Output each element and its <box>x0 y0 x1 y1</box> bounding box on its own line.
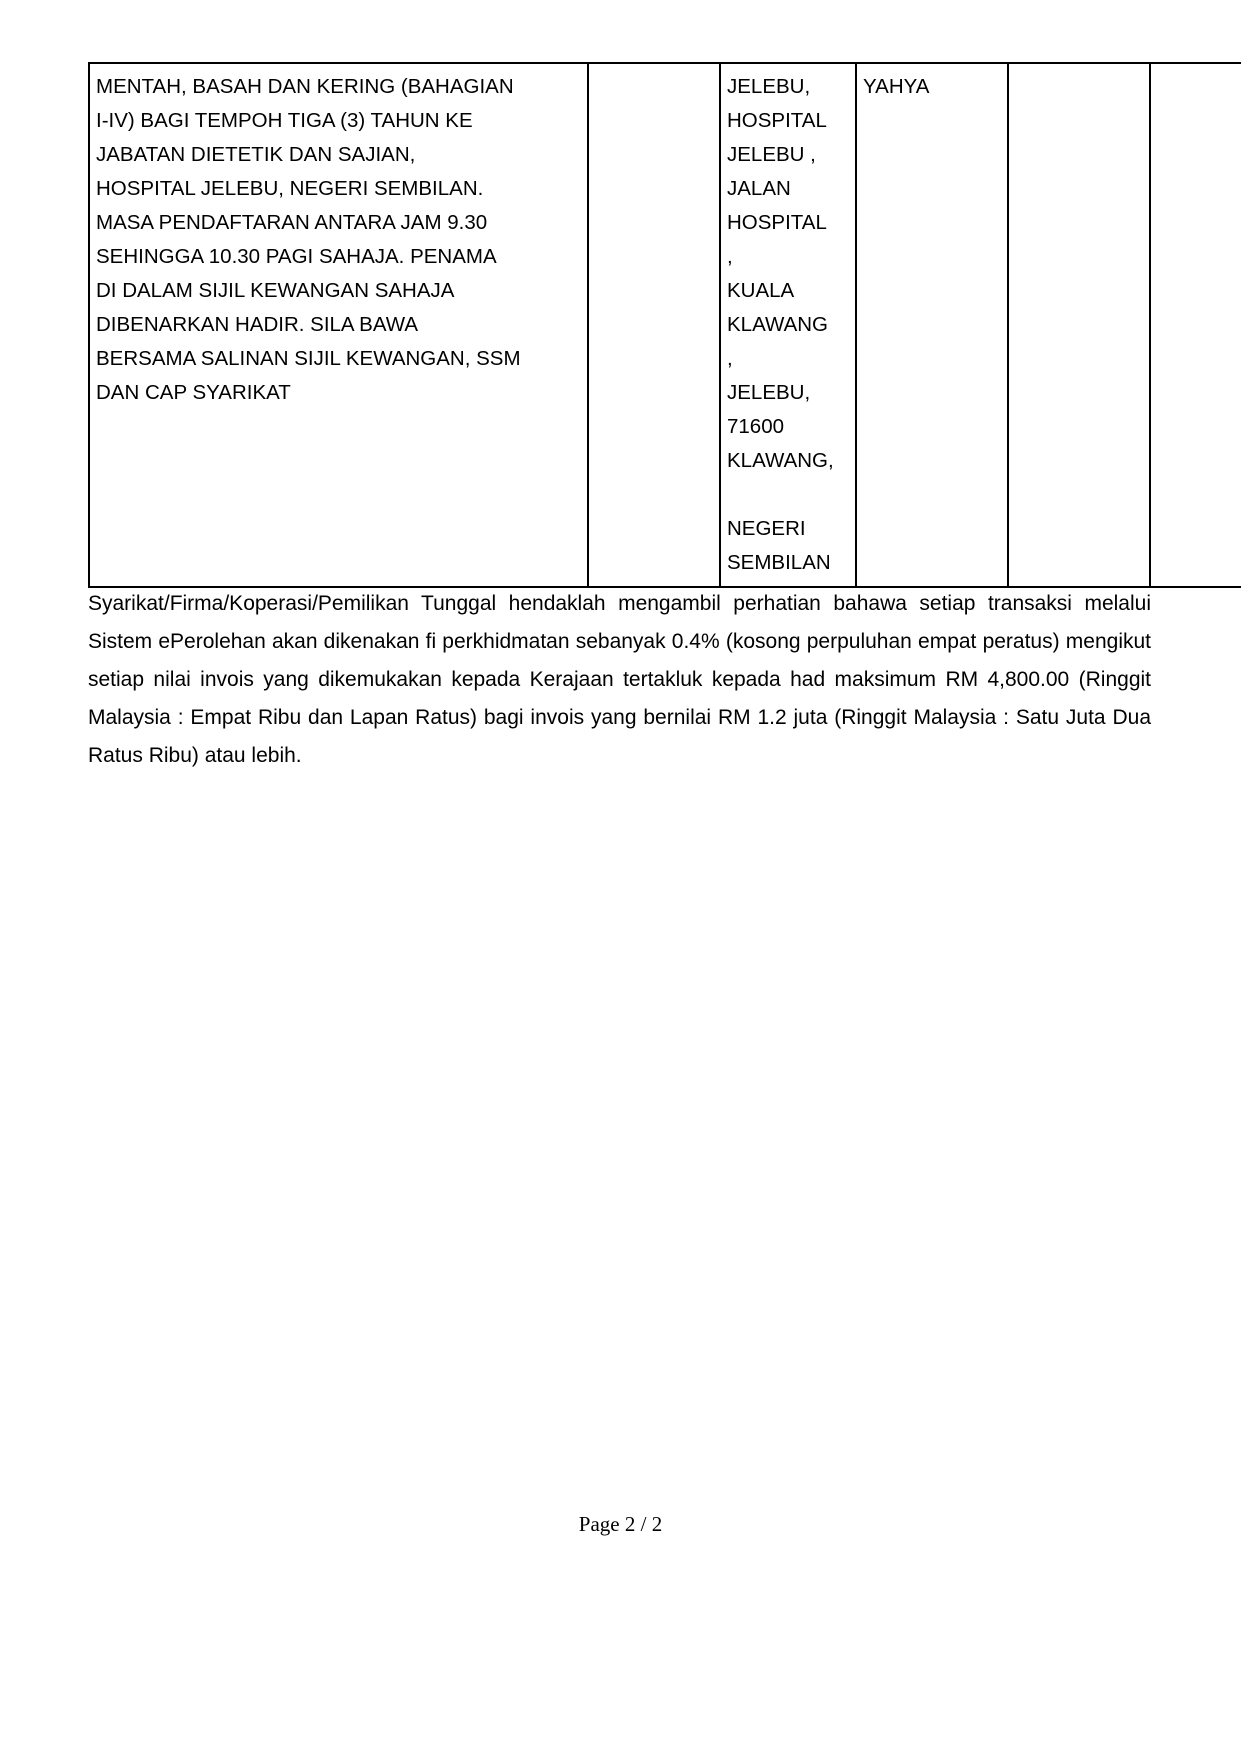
location-line: JELEBU , <box>727 143 816 166</box>
cell-name: YAHYA <box>856 63 1008 587</box>
cell-description <box>89 63 588 587</box>
location-line: JELEBU, <box>727 381 811 404</box>
location-line: HOSPITAL <box>727 211 827 234</box>
location-line: JALAN <box>727 177 791 200</box>
table-row <box>89 63 1241 587</box>
description-line: I-IV) BAGI TEMPOH TIGA (3) TAHUN KE <box>96 109 473 132</box>
description-line: MASA PENDAFTARAN ANTARA JAM 9.30 <box>96 211 488 234</box>
description-line: JABATAN DIETETIK DAN SAJIAN, <box>96 143 416 166</box>
location-line: KUALA <box>727 279 795 302</box>
location-line: KLAWANG, <box>727 449 834 472</box>
location-line: NEGERI <box>727 517 806 540</box>
location-line: 71600 <box>727 415 785 438</box>
location-line: SEMBILAN <box>727 551 831 574</box>
cell-blank-2 <box>1008 63 1150 587</box>
description-line: DIBENARKAN HADIR. SILA BAWA <box>96 313 419 336</box>
tender-table <box>88 62 1241 588</box>
notice-paragraph: Syarikat/Firma/Koperasi/Pemilikan Tunggal hendaklah mengambil perhatian bahawa setiap transaksi melalui Sistem ePerolehan akan dikenakan fi perkhidmatan sebanyak 0.4% (kosong perpuluhan empat peratus) mengikut setiap nilai invois yang dikemukakan kepada Kerajaan tertakluk kepada had maksimum RM 4,800.00 (Ringgit Malaysia : Empat Ribu dan Lapan Ratus) bagi invois yang bernilai RM 1.2 juta (Ringgit Malaysia : Satu Juta Dua Ratus Ribu) atau lebih. <box>88 592 1151 767</box>
location-line: HOSPITAL <box>727 109 827 132</box>
description-line: MENTAH, BASAH DAN KERING (BAHAGIAN <box>96 75 514 98</box>
location-line: JELEBU, <box>727 75 811 98</box>
description-line: DAN CAP SYARIKAT <box>96 381 291 404</box>
location-line-blank <box>727 478 851 512</box>
cell-blank-1 <box>588 63 720 587</box>
location-line: , <box>727 347 733 370</box>
cell-location <box>720 63 856 587</box>
location-line: KLAWANG <box>727 313 828 336</box>
tender-table-container <box>88 62 1153 588</box>
description-line: HOSPITAL JELEBU, NEGERI SEMBILAN. <box>96 177 484 200</box>
location-line: , <box>727 245 733 268</box>
description-line: BERSAMA SALINAN SIJIL KEWANGAN, SSM <box>96 347 521 370</box>
cell-blank-3 <box>1150 63 1241 587</box>
page-footer: Page 2 / 2 <box>578 1512 663 1536</box>
description-line: SEHINGGA 10.30 PAGI SAHAJA. PENAMA <box>96 245 497 268</box>
description-line: DI DALAM SIJIL KEWANGAN SAHAJA <box>96 279 455 302</box>
